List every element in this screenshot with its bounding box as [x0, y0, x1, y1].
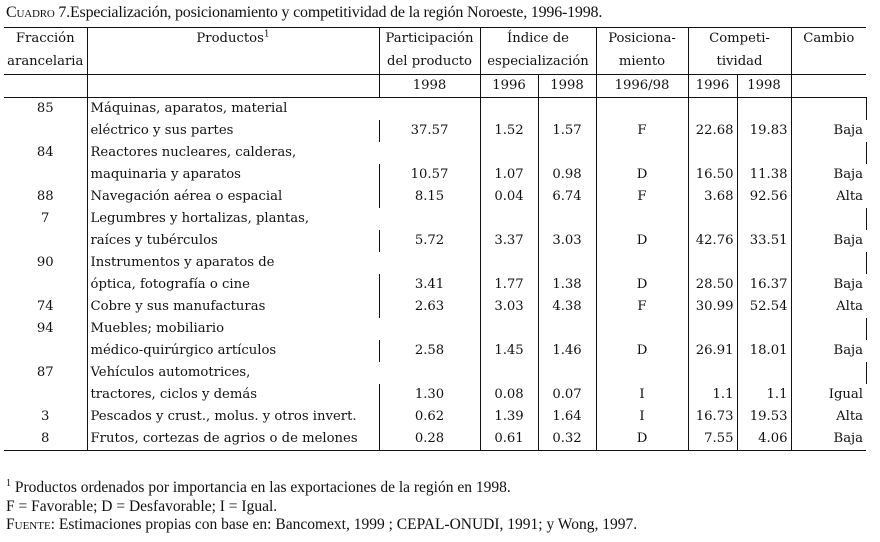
subheader-comp-1996: 1996 — [688, 74, 737, 97]
row-indice-1998: 1.38 — [538, 274, 596, 296]
row-product: médico-quirúrgico artículos — [87, 340, 379, 362]
row-compet-1998: 11.38 — [737, 164, 791, 186]
row-compet-1996: 22.68 — [688, 120, 737, 142]
row-product: Legumbres y hortalizas, plantas, — [87, 208, 379, 230]
row-code: 3 — [41, 408, 50, 424]
table-row — [4, 274, 866, 296]
data-table — [4, 27, 866, 451]
row-code: 8 — [4, 428, 87, 451]
row-product: raíces y tubérculos — [87, 230, 379, 252]
row-cambio: Baja — [791, 274, 866, 296]
row-product: maquinaria y aparatos — [87, 164, 379, 186]
table-row — [4, 406, 866, 428]
row-indice-1998: 0.98 — [538, 164, 596, 186]
row-indice-1996: 1.52 — [480, 120, 538, 142]
table-row — [4, 142, 866, 164]
header-participacion-1: Participación — [379, 28, 480, 51]
table-row — [4, 384, 866, 406]
row-compet-1996: 42.76 — [688, 230, 737, 252]
row-product: óptica, fotografía o cine — [87, 274, 379, 296]
table-row — [4, 428, 866, 451]
row-compet-1998: 1.1 — [737, 384, 791, 406]
row-posicionamiento: D — [596, 340, 688, 362]
row-participacion: 10.57 — [379, 164, 480, 186]
header-fraccion-2: arancelaria — [4, 50, 87, 74]
table-row — [4, 97, 866, 120]
caption-text: Especialización, posicionamiento y competitividad de la región Noroeste, 1996-1998. — [69, 4, 603, 21]
row-posicionamiento: F — [596, 120, 688, 142]
row-participacion: 5.72 — [379, 230, 480, 252]
row-product: Pescados y crust., molus. y otros invert. — [87, 406, 379, 428]
row-participacion: 0.28 — [379, 428, 480, 451]
subheader-ind-1996: 1996 — [480, 74, 538, 97]
subheader-ind-1998: 1998 — [538, 74, 596, 97]
header-compet-1: Competi- — [688, 28, 791, 51]
row-posicionamiento: D — [596, 428, 688, 451]
header-cambio: Cambio — [791, 28, 866, 51]
row-indice-1998: 1.46 — [538, 340, 596, 362]
row-indice-1996: 0.08 — [480, 384, 538, 406]
row-indice-1996: 0.04 — [480, 186, 538, 208]
table-row — [4, 318, 866, 340]
row-compet-1996: 28.50 — [688, 274, 737, 296]
row-compet-1996: 7.55 — [688, 428, 737, 451]
row-indice-1996: 1.45 — [480, 340, 538, 362]
header-indice-1: Índice de — [480, 28, 596, 51]
row-cambio: Alta — [791, 406, 866, 428]
table-row — [4, 340, 866, 362]
row-product: Máquinas, aparatos, material — [87, 97, 379, 120]
row-code: 88 — [36, 188, 54, 204]
row-compet-1998: 16.37 — [737, 274, 791, 296]
table-row — [4, 208, 866, 230]
table-row — [4, 362, 866, 384]
row-cambio: Baja — [791, 120, 866, 142]
row-participacion: 3.41 — [379, 274, 480, 296]
row-indice-1998: 1.64 — [538, 406, 596, 428]
row-code: 85 — [36, 100, 54, 116]
row-code: 84 — [36, 144, 54, 160]
row-code: 90 — [36, 254, 54, 270]
row-product: Frutos, cortezas de agrios o de melones — [87, 428, 379, 451]
row-participacion: 1.30 — [379, 384, 480, 406]
row-indice-1998: 6.74 — [538, 186, 596, 208]
row-cambio: Baja — [791, 230, 866, 252]
table-caption — [6, 4, 602, 22]
subheader-comp-1998: 1998 — [737, 74, 791, 97]
row-cambio: Alta — [791, 296, 866, 318]
table-row — [4, 230, 866, 252]
row-participacion: 2.63 — [379, 296, 480, 318]
note-2: F = Favorable; D = Desfavorable; I = Igual. — [6, 497, 278, 515]
note-1: $^1$ Productos ordenados por importancia en las exportaciones de la región en 1998. — [6, 478, 511, 497]
row-participacion: 0.62 — [379, 406, 480, 428]
row-participacion: 8.15 — [379, 186, 480, 208]
row-cambio: Igual — [791, 384, 866, 406]
row-compet-1996: 1.1 — [688, 384, 737, 406]
header-posic-2: miento — [596, 50, 688, 74]
row-cambio: Baja — [791, 340, 866, 362]
row-posicionamiento: D — [596, 274, 688, 296]
row-product: Vehículos automotrices, — [87, 362, 379, 384]
subheader-posic: 1996/98 — [596, 74, 688, 97]
row-indice-1998: 0.32 — [538, 428, 596, 451]
table-row — [4, 120, 866, 142]
row-product: Reactores nucleares, calderas, — [87, 142, 379, 164]
row-posicionamiento: D — [596, 164, 688, 186]
row-compet-1998: 92.56 — [737, 186, 791, 208]
table-notes — [6, 475, 637, 535]
row-compet-1996: 30.99 — [688, 296, 737, 318]
table-row — [4, 252, 866, 274]
row-compet-1998: 18.01 — [737, 340, 791, 362]
header-indice-2: especialización — [480, 50, 596, 74]
row-compet-1998: 19.53 — [737, 406, 791, 428]
row-posicionamiento: I — [596, 406, 688, 428]
subheader-part-1998: 1998 — [379, 74, 480, 97]
row-posicionamiento: F — [596, 186, 688, 208]
row-indice-1998: 3.03 — [538, 230, 596, 252]
row-posicionamiento: D — [596, 230, 688, 252]
row-cambio: Alta — [791, 186, 866, 208]
row-indice-1996: 1.77 — [480, 274, 538, 296]
row-indice-1996: 0.61 — [480, 428, 538, 451]
row-compet-1996: 16.50 — [688, 164, 737, 186]
row-compet-1996: 3.68 — [688, 186, 737, 208]
header-productos-sup: 1 — [263, 29, 270, 40]
row-product: Cobre y sus manufacturas — [87, 296, 379, 318]
row-compet-1996: 26.91 — [688, 340, 737, 362]
row-product: Navegación aérea o espacial — [87, 186, 379, 208]
header-compet-2: tividad — [688, 50, 791, 74]
row-posicionamiento: I — [596, 384, 688, 406]
row-compet-1998: 19.83 — [737, 120, 791, 142]
row-indice-1998: 0.07 — [538, 384, 596, 406]
header-fraccion-1: Fracción — [4, 28, 87, 51]
row-product: eléctrico y sus partes — [87, 120, 379, 142]
row-code: 7 — [41, 210, 50, 226]
row-code: 94 — [36, 320, 54, 336]
row-participacion: 2.58 — [379, 340, 480, 362]
row-participacion: 37.57 — [379, 120, 480, 142]
table-row — [4, 296, 866, 318]
header-productos: Productos$^1$ — [87, 28, 379, 51]
row-indice-1996: 3.37 — [480, 230, 538, 252]
row-indice-1996: 1.39 — [480, 406, 538, 428]
row-compet-1998: 33.51 — [737, 230, 791, 252]
row-product: tractores, ciclos y demás — [87, 384, 379, 406]
header-posic-1: Posiciona- — [596, 28, 688, 51]
row-code: 87 — [36, 364, 54, 380]
row-indice-1996: 1.07 — [480, 164, 538, 186]
row-code: 74 — [36, 298, 54, 314]
row-indice-1996: 3.03 — [480, 296, 538, 318]
row-indice-1998: 1.57 — [538, 120, 596, 142]
row-posicionamiento: F — [596, 296, 688, 318]
source-note: Fuente: Estimaciones propias con base en: Bancomext, 1999 ; CEPAL-ONUDI, 1991; y Wong, 1997. — [6, 516, 638, 534]
row-compet-1998: 52.54 — [737, 296, 791, 318]
row-product: Muebles; mobiliario — [87, 318, 379, 340]
table-row — [4, 186, 866, 208]
caption-label: Cuadro 7. — [6, 4, 70, 21]
row-product: Instrumentos y aparatos de — [87, 252, 379, 274]
row-compet-1998: 4.06 — [737, 428, 791, 451]
row-indice-1998: 4.38 — [538, 296, 596, 318]
table-row — [4, 164, 866, 186]
row-cambio: Baja — [791, 164, 866, 186]
header-participacion-2: del producto — [379, 50, 480, 74]
row-cambio: Baja — [791, 428, 866, 451]
row-compet-1996: 16.73 — [688, 406, 737, 428]
